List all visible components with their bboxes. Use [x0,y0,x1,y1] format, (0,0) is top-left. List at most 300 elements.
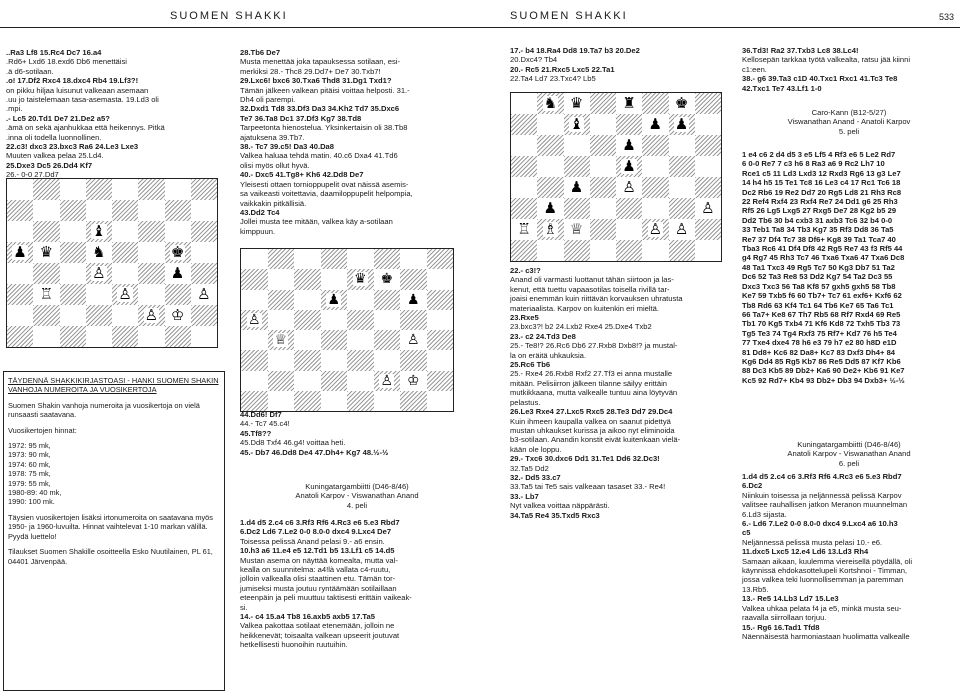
board-square [86,284,112,305]
board-square [112,284,138,305]
header-rule-right [480,27,960,28]
right-col1-bottom-line: 33.- Lb7 [510,491,539,501]
left-col2-top-line: Dh4 oli parempi. [240,95,296,105]
right-col2-game5-line: Dc6 52 Ta3 Re8 53 Dd2 Kg7 54 Ta2 Dc3 55 [742,272,893,282]
chess-piece-icon: ♖ [517,220,531,238]
chess-piece-icon: ♔ [406,372,420,389]
board-square [347,269,374,289]
board-square [695,93,721,114]
board-square [112,242,138,263]
board-square [374,249,401,269]
board-square [60,179,86,200]
board-square [347,330,374,350]
board-square [138,305,164,326]
board-square [33,284,59,305]
chess-piece-icon: ♕ [274,332,288,349]
board-square [669,219,695,240]
right-col2-game5-line: Rf5 26 Lg5 Lxg5 27 Rxg5 De7 28 Kg2 b5 29 [742,206,897,216]
board-square [294,350,321,370]
board-square [537,114,563,135]
right-col2-game6-line: c5 [742,528,751,538]
chess-piece-icon: ♙ [197,285,211,303]
right-col2-game5-line: Kg6 Dd4 85 Rg5 Kb7 86 Re5 Dd5 87 Kf7 Kb6 [742,356,901,366]
board-square [138,242,164,263]
right-col2-game6-line: Näennäisestä harmoniastaan huolimatta valkealle [742,631,910,641]
right-col2-game5-line: Tb8 Rd6 63 Kf4 Tc1 64 Tb6 Ke7 65 Ta6 Tc1 [742,300,894,310]
right-col1-bottom-line: la on eräitä uhkauksia. [510,350,586,360]
board-square [590,135,616,156]
board-square [590,219,616,240]
board-square [33,305,59,326]
left-col2-top-line: merkiksi 28.- Thc8 29.Dd7+ De7 30.Txb7! [240,66,381,76]
right-col1-bottom-line: 25.- Te8!? 26.Rc6 Db6 27.Rxb8 Dxb8!? ja mustal- [510,341,678,351]
chess-piece-icon: ♟ [170,264,185,282]
chess-piece-icon: ♟ [13,243,27,261]
right-col1-bottom-line: 25.- Rxe4 26.Rxb8 Rxf2 27.Tf3 ei anna mustalle [510,369,673,379]
left-col2-bottom-line: kealla on suunnitelma: a4!là vallata c4-ruutu, [240,565,391,575]
board-square [138,284,164,305]
right-col1-bottom-line: pelastus. [510,397,541,407]
board-square [60,242,86,263]
right-col2-game6-line: Samaan aikaan, kuulemma viereisellä pöydällä, oli [742,556,913,566]
board-square [294,330,321,350]
left-col1-line: 25.Dxe3 Dc5 26.Dd4 Kf7 [6,160,93,170]
left-col1-line: .ämä on sekä ajanhukkaa että heikennys. Pitkä [6,123,165,133]
board-square [33,221,59,242]
right-col2-game6-line: 6.Dc2 [742,481,763,491]
chess-piece-icon: ♙ [406,332,420,349]
board-square [241,371,268,391]
board-square [347,371,374,391]
right-col2-top-line: Kellosepän tarkkaa työtä valkealta, ratsu jää kiinni [742,55,911,65]
left-col1-line: .inna oli todella luonnollinen. [6,132,102,142]
board-square [642,93,668,114]
board-square [191,179,217,200]
board-square [564,135,590,156]
right-col2-game6-line: 13.Rb5. [742,584,769,594]
left-col2-top-line: vaikkakin pitkällisiä. [240,198,307,208]
chess-piece-icon: ♙ [118,285,132,303]
right-col2-game5-line: Dd2 Tb6 30 b4 cxb3 31 axb3 Tc6 32 b4 0-0 [742,215,893,225]
board-square [86,242,112,263]
price-item: 1978: 75 mk, [8,469,51,479]
chess-piece-icon: ♙ [247,311,261,328]
right-col1-bottom-line: 26.Le3 Rxe4 27.Lxc5 Rxc5 28.Te3 Dd7 29.Dc4 [510,407,673,417]
board-square [616,93,642,114]
board-square [347,290,374,310]
game-6-moves [742,472,956,690]
board-square [669,156,695,177]
right-col2-game5-line: 14 h4 h5 15 Te1 Tc8 16 Le3 c4 17 Rc1 Tc6 18 [742,178,901,188]
left-col1-line: .ä d6-sotilaan. [6,66,54,76]
board-square [427,249,454,269]
chess-diagram-3 [510,92,722,262]
price-item: 1979: 55 mk, [8,478,51,488]
running-header-left: SUOMEN SHAKKI [170,10,288,22]
board-square [241,350,268,370]
board-square [537,198,563,219]
board-square [33,179,59,200]
board-square [642,156,668,177]
right-col2-game5-line: Dc2 Rb6 19 Re2 Dd7 20 Rg5 Ld8 21 Rh3 Rc8 [742,187,902,197]
board-square [511,114,537,135]
right-col1-top-line: 22.Ta4 Ld7 23.Txc4? Lb5 [510,74,596,84]
right-col1-bottom-line: kenut, että tuettu vapaasotilas toisella rivillä tar- [510,284,670,294]
chess-piece-icon: ♖ [39,285,54,303]
right-col2-game5-line: Dxc3 Txc3 56 Ta8 Kf8 57 gxh5 gxh5 58 Tb8 [742,281,896,291]
board-square [138,200,164,221]
chess-piece-icon: ♛ [569,94,584,112]
chess-piece-icon: ♝ [569,115,584,133]
board-square [268,310,295,330]
right-col1-bottom-line: joaisi enemmän kuin riittävän korvauksen uhratusta [510,294,683,304]
board-square [268,290,295,310]
board-square [294,371,321,391]
right-col2-game6-line: 6.Ld3 sijasta. [742,509,787,519]
board-square [695,177,721,198]
chess-piece-icon: ♙ [701,199,715,217]
board-square [241,330,268,350]
right-col2-game5-line: g4 Rg7 45 Rh3 Tc7 46 Txa6 Txa6 47 Txa6 Dc8 [742,253,905,263]
board-square [294,269,321,289]
board-square [616,219,642,240]
right-col1-bottom-line: mustan uhkaukset kurissa ja aikoo nyt eliminoida [510,425,675,435]
left-col2-bottom-line: si. [240,602,248,612]
right-col2-game6-line: Niinkuin toisessa ja neljännessä pelissä Karpov [742,490,902,500]
chess-piece-icon: ♟ [622,136,636,154]
right-col2-game6-line: 11.dxc5 Lxc5 12.e4 Ld6 13.Ld3 Rh4 [742,547,869,557]
board-square [590,93,616,114]
left-col1-line: on pikku hiljaa luisunut valkeaan asemaan [6,85,149,95]
board-square [321,249,348,269]
right-col1-top-line: 17.- b4 18.Ra4 Dd8 19.Ta7 b3 20.De2 [510,46,640,55]
right-col2-game5-line: Tg5 Te3 74 Tg4 Rxf3 75 Rf7+ Kd7 76 h5 Te4 [742,328,897,338]
left-col2-bottom-line: 10.h3 a6 11.e4 e5 12.Td1 b5 13.Lf1 c5 14.d5 [240,546,395,556]
chess-piece-icon: ♜ [622,94,636,112]
running-header-right: SUOMEN SHAKKI [510,10,628,22]
board-square [695,219,721,240]
board-square [138,263,164,284]
left-col2-bottom-line: Mustan asema on näyttää komealta, mutta val- [240,555,398,565]
board-square [33,200,59,221]
right-col2-game5-line: 48 Ta1 Txc3 49 Rg5 Tc7 50 Kg3 Db7 51 Ta2 [742,262,895,272]
chess-piece-icon: ♛ [353,271,367,288]
board-square [590,177,616,198]
board-square [427,269,454,289]
right-col2-game5-line: Kc5 92 Rd7+ Kb4 93 Db2+ Db3 94 Dxb3+ ½-½ [742,375,905,385]
board-square [642,240,668,261]
board-square [400,269,427,289]
board-square [60,305,86,326]
right-column-1-text [510,46,736,94]
left-col2-top-line: 43.Dd2 Tc4 [240,207,280,217]
chess-piece-icon: ♝ [92,222,106,240]
board-square [347,391,374,411]
left-col1-line: .o! 17.Df2 Rxc4 18.dxc4 Rb4 19.Lf3?! [6,76,139,86]
chess-piece-icon: ♟ [648,115,663,133]
right-col2-game6-line: valitsee rauhallisen jatkon Meranon muunnelman [742,500,908,510]
left-col1-line: .mpi. [6,104,23,114]
board-square [590,156,616,177]
board-square [321,371,348,391]
left-col2-bottom-line: 1.d4 d5 2.c4 c6 3.Rf3 Rf6 4.Rc3 e6 5.e3 Rbd7 [240,518,400,527]
board-square [564,198,590,219]
board-square [7,305,33,326]
right-col2-game6-line: Neljännessä pelissä musta pelasi 10.- e6. [742,537,883,547]
board-square [165,326,191,347]
price-item: 1990: 100 mk. [8,497,55,507]
board-square [427,330,454,350]
board-square [537,93,563,114]
chess-piece-icon: ♙ [674,220,689,238]
left-col2-top-line: 40.- Dxc5 41.Tg8+ Kh6 42.Dd8 De7 [240,170,364,180]
chess-diagram-1 [6,178,218,348]
board-square [564,156,590,177]
left-column-1-text [6,48,228,180]
board-square [537,240,563,261]
board-square [427,371,454,391]
right-col2-game6-line: 13.- Re5 14.Lb3 Ld7 15.Le3 [742,594,839,604]
board-square [86,305,112,326]
right-col1-bottom-line: 32.- Dd5 33.c7 [510,472,561,482]
board-square [112,179,138,200]
ad-price-list [8,441,220,507]
left-col2-mid-line: 45.- Db7 46.Dd8 De4 47.Dh4+ Kg7 48.½-½ [240,447,389,457]
right-col1-bottom-line: 22.- c3!? [510,266,541,275]
left-col2-top-line: 28.Tb6 De7 [240,48,281,57]
left-col2-bottom-line: hetkellisesti huonoihin ruutuihin. [240,640,348,650]
left-col2-top-line: Yleisesti ottaen tornioppupelit ovat näissä asemis- [240,179,409,189]
left-col1-line: 26.- 0-0 27.Dd7 [6,170,59,180]
board-square [511,219,537,240]
right-col2-game5-line: 66 Ta7+ Ke8 67 Th7 Rb5 68 Rf7 Rxd4 69 Re5 [742,309,901,319]
left-col2-top-line: Valkea haluaa tehdä matin. 40.c6 Dxa4 41.Td6 [240,151,398,161]
board-square [347,310,374,330]
left-col1-line: Muuten valkea pelaa 25.Ld4. [6,151,104,161]
right-col2-game5-line: Tba3 Rc6 41 Df4 Df8 42 Rg5 Re7 43 f3 Rf5 44 [742,244,903,254]
board-square [165,242,191,263]
board-square [400,391,427,411]
left-col2-top-line: olisi myös ollut hyvä. [240,160,310,170]
board-square [191,200,217,221]
board-square [400,310,427,330]
right-col1-bottom-line: b3-sotilaan. Anandin konstit eivät kuitenkaan vielä- [510,435,681,445]
board-square [374,371,401,391]
board-square [112,200,138,221]
board-square [86,326,112,347]
board-square [400,371,427,391]
right-col1-bottom-line: 25.Rc6 Tb6 [510,360,551,370]
board-square [669,240,695,261]
chess-piece-icon: ♙ [622,178,636,196]
board-square [400,290,427,310]
left-col2-top-line: ajatuksena 39.Tb7. [240,132,305,142]
left-col2-mid-line: 45.Tf8?? [240,428,272,438]
left-col2-mid-line: 44.Dd6! Df7 [240,410,282,419]
board-square [7,242,33,263]
board-square [695,240,721,261]
board-square [268,391,295,411]
chess-piece-icon: ♚ [170,243,185,261]
price-item: 1974: 60 mk, [8,459,51,469]
board-square [374,391,401,411]
board-square [138,326,164,347]
board-square [7,263,33,284]
board-square [590,240,616,261]
chess-piece-icon: ♕ [569,220,584,238]
left-col2-bottom-line: Valkea pakottaa sotilaat etenemään, jolloin ne [240,621,395,631]
right-col2-game6-line: raavalla siirrollaan torjuu. [742,613,827,623]
chess-piece-icon: ♗ [543,220,558,238]
board-square [427,350,454,370]
chess-piece-icon: ♛ [39,243,54,261]
board-square [294,391,321,411]
back-issues-ad-box [3,371,225,691]
board-square [642,219,668,240]
board-square [294,290,321,310]
board-square [695,156,721,177]
right-col1-bottom-line: kään ole loppu. [510,444,562,454]
board-square [564,93,590,114]
right-col2-game6-line: 1.d4 d5 2.c4 c6 3.Rf3 Rf6 4.Rc3 e6 5.e3 Rbd7 [742,472,902,481]
board-square [564,240,590,261]
right-col1-bottom-line: 23.bxc3?! b2 24.Lxb2 Rxe4 25.Dxe4 Txb2 [510,322,652,332]
right-column-2-text [742,46,956,104]
right-col1-bottom-line: Kuin ihmeen kaupalla valkea on saanut pidettyä [510,416,671,426]
chess-piece-icon: ♔ [170,306,185,324]
board-square [268,350,295,370]
right-col1-bottom-line: Anand oli varmasti luottanut tähän siirtoon ja las- [510,275,674,285]
left-col2-top-line: 29.Lxc6! bxc6 30.Txa6 Thd8 31.Dg1 Txd1? [240,76,392,86]
chess-piece-icon: ♚ [674,94,689,112]
left-col2-top-line: Musta menettää joka tapauksessa sotilaan, esi- [240,57,400,67]
board-square [7,179,33,200]
left-column-2-moves [240,410,474,466]
ad-prices-title: Vuosikertojen hinnat: [8,425,77,435]
board-square [347,350,374,370]
left-col2-mid-line: 45.Dd8 Txf4 46.g4! voittaa heti. [240,438,346,448]
board-square [112,326,138,347]
right-col2-top-line: 38.- g6 39.Ta3 c1D 40.Txc1 Rxc1 41.Tc3 Te8 [742,74,898,84]
right-col2-game5-line: 33 Teb1 Ta8 34 Tb3 Kg7 35 Rf3 Dd8 36 Ta5 [742,225,894,235]
game-header-anand-karpov-5: Caro-Kann (B12-5/27) Viswanathan Anand - Anatoli Karpov 5. peli [787,108,911,136]
board-square [33,326,59,347]
board-square [374,269,401,289]
left-col2-top-line: Te7 36.Ta8 Dc1 37.Df3 Kg7 38.Td8 [240,113,362,123]
game-header-karpov-anand-4: Kuningatargambiitti (D46-8/46) Anatoli Karpov - Viswanathan Anand 4. peli [295,482,419,510]
board-square [191,263,217,284]
chess-piece-icon: ♙ [92,264,106,282]
board-square [537,177,563,198]
chess-piece-icon: ♙ [380,372,394,389]
left-col2-top-line: Tarpeetonta hienostelua. Yksinkertaisin oli 38.Tb8 [240,123,408,133]
left-col2-bottom-line: jumiseksi musta joutuu ryntäämään sotilaillaan [240,583,397,593]
ad-title: TÄYDENNÄ SHAKKIKIRJASTOASI - HANKI SUOMEN SHAKIN VANHOJA NUMEROITA JA VUOSIKERTOJA [8,376,219,395]
board-square [669,93,695,114]
board-square [241,249,268,269]
board-square [138,179,164,200]
left-col2-top-line: sa vaikeasti voitettavia, daamiloppupelit helpompia, [240,189,413,199]
right-col2-game5-line: Ke7 59 Txb5 f6 60 Tb7+ Tc7 61 exf6+ Kxf6 62 [742,291,902,301]
board-square [374,350,401,370]
board-square [165,221,191,242]
board-square [374,330,401,350]
right-col2-game6-line: Valkea uhkaa pelata f4 ja e5, minkä musta seu- [742,603,902,613]
board-square [268,269,295,289]
game-5-moves [742,150,956,386]
chess-piece-icon: ♟ [622,157,636,175]
ad-order-address: Tilaukset Suomen Shakille osoitteella Esko Nuutilainen, PL 61, 04401 Järvenpää. [8,547,213,566]
board-square [400,249,427,269]
board-square [511,93,537,114]
board-square [511,240,537,261]
header-rule [0,27,480,28]
board-square [241,310,268,330]
board-square [86,179,112,200]
right-col1-bottom-line: mutkikkaana, mutta valkealle tuntuu aina löytyvän [510,388,678,398]
board-square [669,198,695,219]
right-col2-game5-line: 77 Txe4 dxe4 78 h6 e3 79 h7 e2 80 h8D e1D [742,338,897,348]
board-square [33,263,59,284]
right-col2-game5-line: 88 Dc3 Kb5 89 Db2+ Ka6 90 De2+ Kb6 91 Ke7 [742,366,905,376]
board-square [642,135,668,156]
left-col2-top-line: Jollei musta tee mitään, valkea käy a-sotilaan [240,217,393,227]
left-col2-bottom-line: heikkenevät; toisaalta valkean upseerit joutuvat [240,630,400,640]
left-col2-top-line: 32.Dxd1 Td8 33.Df3 Da3 34.Kh2 Td7 35.Dxc6 [240,104,400,114]
board-square [616,198,642,219]
chess-piece-icon: ♞ [92,243,106,261]
board-square [564,219,590,240]
board-square [590,114,616,135]
right-col1-bottom-line: 34.Ta5 Re4 35.Txd5 Rxc3 [510,510,600,520]
game-header-karpov-anand-6: Kuningatargambiitti (D46-8/46) Anatoli Karpov - Viswanathan Anand 6. peli [787,440,911,468]
board-square [427,290,454,310]
chess-piece-icon: ♚ [380,271,394,288]
right-col1-bottom-line: 33.Ta5 tai Te5 sais valkeaan tasaset 33.- Re4! [510,482,666,492]
board-square [7,326,33,347]
board-square [165,200,191,221]
left-col2-top-line: Tämän jälkeen valkean pitäisi voittaa helposti. 31.- [240,85,410,95]
board-square [537,219,563,240]
left-col1-line: .- Lc5 20.Td1 De7 21.De2 a5? [6,113,110,123]
price-item: 1973: 90 mk, [8,450,51,460]
board-square [7,284,33,305]
board-square [241,391,268,411]
right-col1-bottom-line: 32.Ta5 Dd2 [510,463,549,473]
right-col1-bottom-line: 23.- c2 24.Td3 De8 [510,331,576,341]
right-col2-game5-line: Tb1 70 Kg5 Txb4 71 Kf6 Kd8 72 Txh5 Tb3 73 [742,319,901,329]
board-square [191,284,217,305]
board-square [616,135,642,156]
right-col1-bottom-line: 29.- Txc6 30.dxc6 Dd1 31.Te1 Dd6 32.Dc3! [510,454,660,464]
board-square [616,177,642,198]
board-square [642,114,668,135]
board-square [642,198,668,219]
board-square [191,326,217,347]
right-col2-game6-line: 15.- Rg6 16.Tad1 Tfd8 [742,622,820,632]
board-square [33,242,59,263]
right-col1-top-line: 20.Dxc4? Tb4 [510,55,558,65]
board-square [564,114,590,135]
board-square [86,200,112,221]
right-col2-game5-line: 22 Ref4 Rxf4 23 Rxf4 Re7 24 Dd1 g6 25 Rh3 [742,197,898,207]
left-col2-mid-line: 44.- Tc7 45.c4! [240,419,290,429]
board-square [7,221,33,242]
board-square [669,114,695,135]
board-square [241,269,268,289]
chess-piece-icon: ♟ [674,115,689,133]
board-square [669,177,695,198]
